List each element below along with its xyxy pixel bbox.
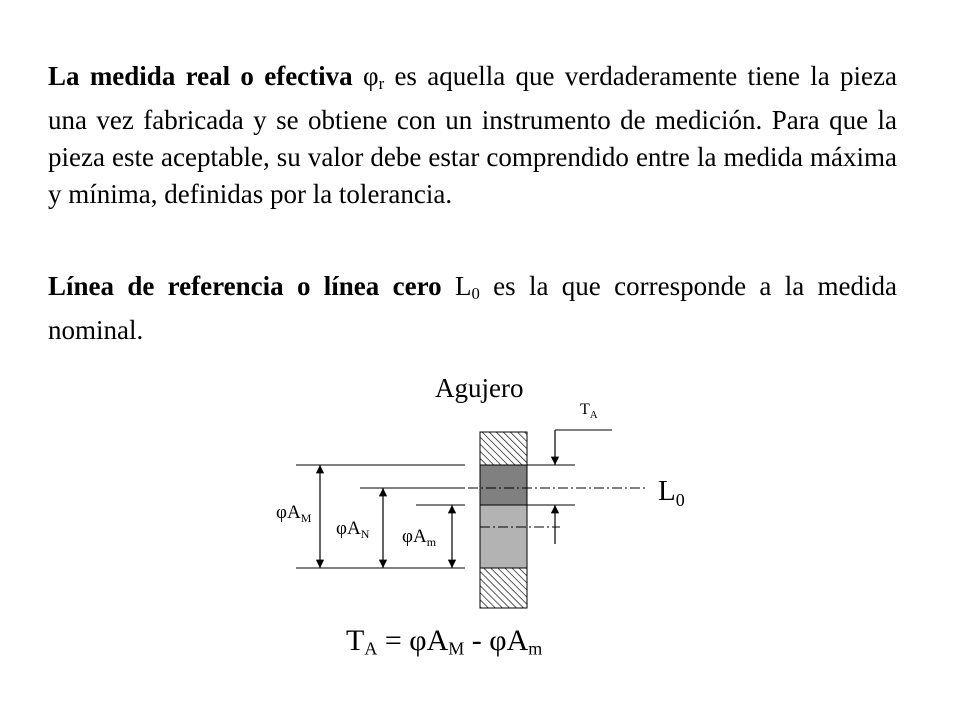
dim-max-label-sub: M [300, 511, 312, 525]
tolerance-zone [480, 465, 527, 505]
zero-line-label-sub: 0 [675, 490, 685, 510]
tolerance-formula [346, 624, 542, 660]
phi-subscript: r [378, 74, 385, 94]
dim-min-label [402, 526, 437, 549]
formula-minus: - [464, 624, 490, 657]
formula-t: T [346, 624, 365, 657]
phi-symbol: φ [362, 61, 379, 91]
real-measure-term: La medida real o efectiva [48, 61, 353, 91]
dim-nominal-label [336, 518, 370, 541]
dim-min-label-sub: m [426, 535, 437, 549]
real-measure-definition: es aquella que verdaderamente tiene la pieza una vez fabricada y se obtiene con un instrumento de medición. Para que la pieza este aceptable, su valor debe estar comprendido entre la medida máxima y mínima, definidas por la tolerancia. [48, 61, 898, 210]
ta-label-main: T [580, 401, 590, 418]
dim-min-label-main: φA [402, 526, 427, 547]
formula-min-sub: m [528, 638, 543, 659]
zero-line-term: Línea de referencia o línea cero [48, 271, 442, 301]
formula-t-sub: A [364, 638, 378, 659]
zero-line-label-main: L [658, 475, 676, 507]
diagram-title: Agujero [435, 373, 524, 403]
zero-line-symbol: L [454, 271, 472, 301]
dim-nominal-label-sub: N [360, 527, 370, 541]
ta-label-sub: A [589, 409, 598, 421]
formula-max-sub: M [448, 638, 465, 659]
dim-max-label-main: φA [276, 502, 301, 523]
dim-max-label [276, 502, 312, 525]
dim-nominal-label-main: φA [336, 518, 361, 539]
ta-label [580, 401, 598, 421]
upper-hatched-wall [480, 432, 527, 465]
hole-body [480, 505, 527, 568]
zero-line-definition: es la que corresponde a la medida nominal. [48, 271, 898, 346]
zero-line-label [658, 475, 685, 510]
formula-min: φA [489, 624, 529, 657]
formula-max: φA [409, 624, 449, 657]
zero-line-subscript: 0 [471, 284, 480, 304]
lower-hatched-wall [480, 568, 527, 608]
formula-equals: = [377, 624, 410, 657]
